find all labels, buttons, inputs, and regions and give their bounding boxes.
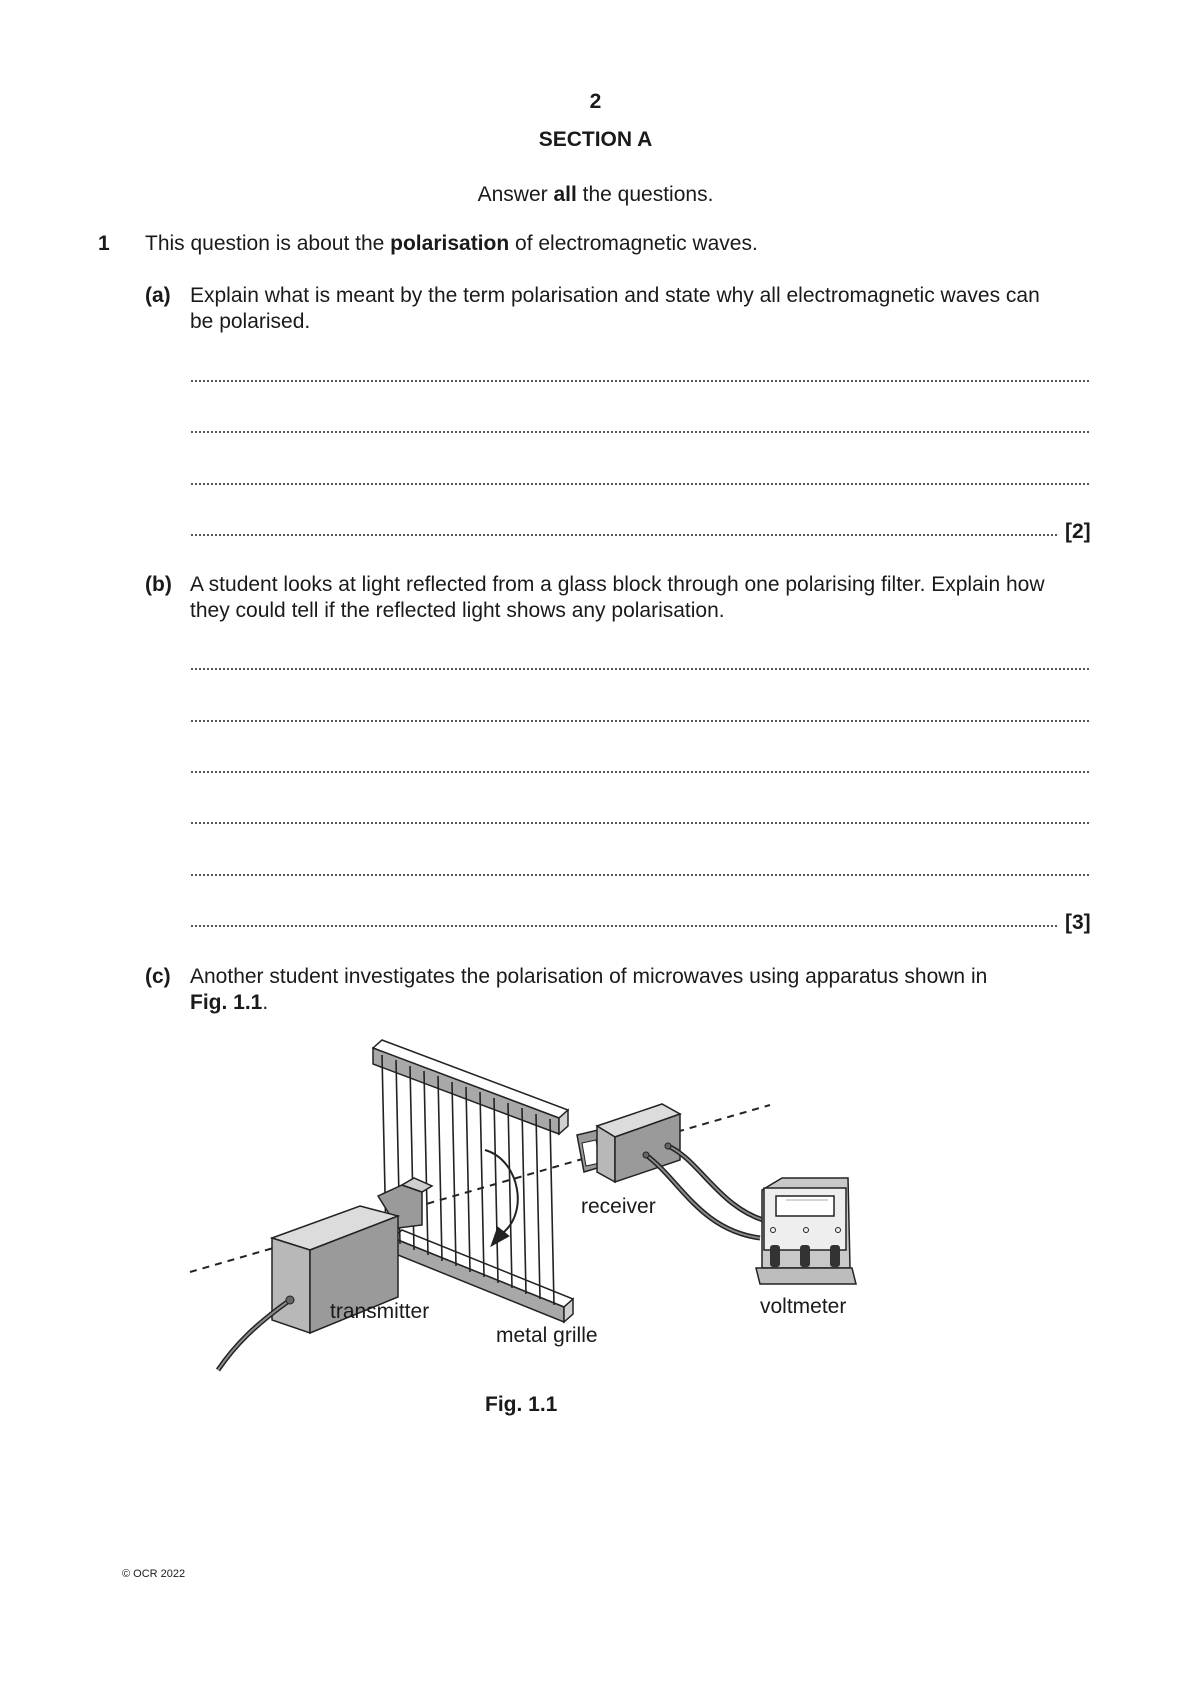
part-c-line2-after: . xyxy=(262,991,269,1014)
section-title: SECTION A xyxy=(538,128,653,151)
question-intro-bold: polarisation xyxy=(390,232,510,255)
part-a-label: (a) xyxy=(145,284,171,307)
part-c-line1: Another student investigates the polarisation of microwaves using apparatus shown in xyxy=(190,965,988,988)
question-number: 1 xyxy=(98,232,110,255)
part-b-marks: [3] xyxy=(1065,911,1091,934)
instruction-before: Answer xyxy=(477,183,554,206)
transmitter xyxy=(218,1178,432,1370)
part-a-marks: [2] xyxy=(1065,520,1091,543)
copyright-footer: © OCR 2022 xyxy=(122,1568,186,1580)
question-intro-before: This question is about the xyxy=(145,232,391,255)
metal-grille-label: metal grille xyxy=(496,1324,598,1347)
question-intro-after: of electromagnetic waves. xyxy=(509,232,758,255)
part-a-line2: be polarised. xyxy=(190,310,311,333)
part-b-line1: A student looks at light reflected from a glass block through one polarising filter. Explain how xyxy=(190,573,1045,596)
fig-reference: Fig. 1.1 xyxy=(190,991,263,1014)
metal-grille xyxy=(373,1040,573,1322)
part-b-line2: they could tell if the reflected light shows any polarisation. xyxy=(190,599,725,622)
instruction-bold: all xyxy=(553,183,577,206)
part-a-line1: Explain what is meant by the term polarisation and state why all electromagnetic waves can xyxy=(190,284,1040,307)
voltmeter-label: voltmeter xyxy=(760,1295,847,1318)
page-number: 2 xyxy=(589,90,602,113)
part-c-label: (c) xyxy=(145,965,171,988)
figure-caption: Fig. 1.1 xyxy=(485,1393,558,1416)
rotation-arrow-icon xyxy=(485,1150,518,1245)
transmitter-label: transmitter xyxy=(330,1300,430,1323)
receiver-label: receiver xyxy=(581,1195,656,1218)
instruction-after: the questions. xyxy=(576,183,714,206)
part-b-label: (b) xyxy=(145,573,172,596)
voltmeter xyxy=(756,1178,856,1284)
